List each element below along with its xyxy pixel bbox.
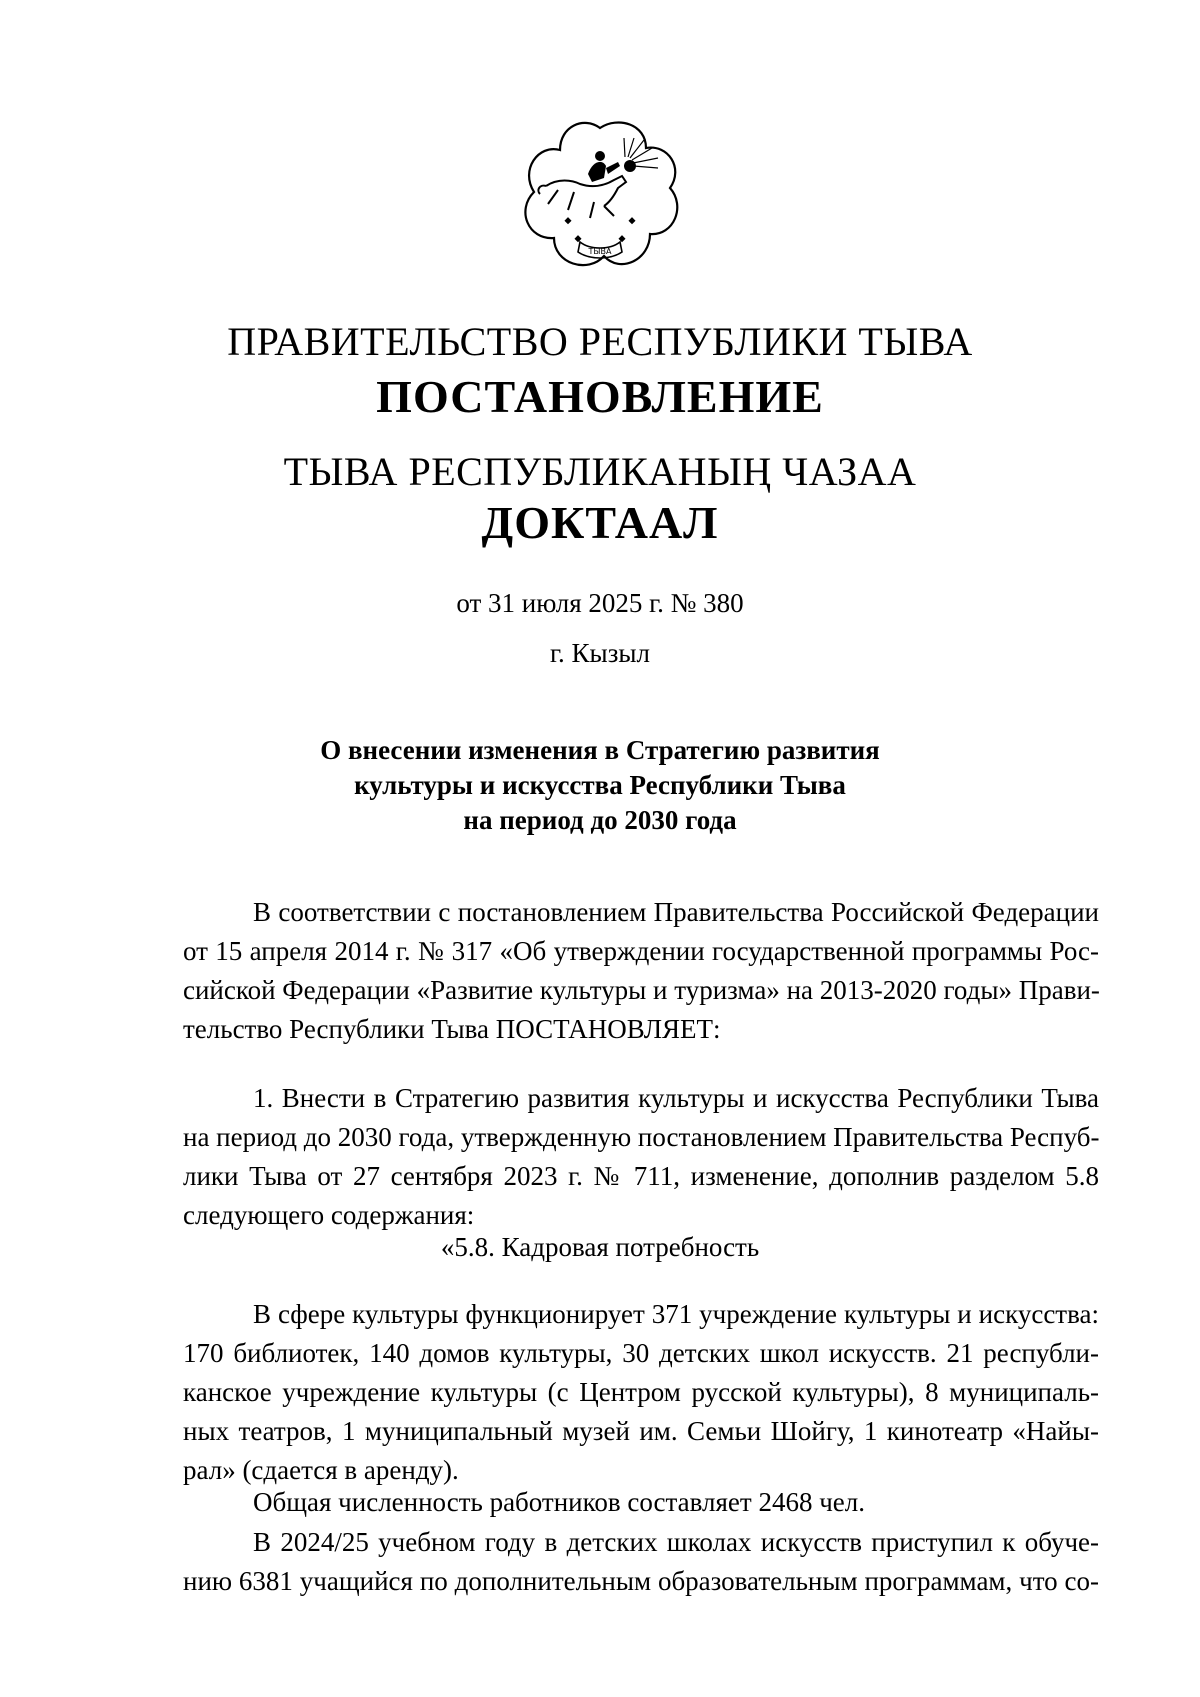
- decree-title-tyv: ДОКТААЛ: [481, 497, 719, 548]
- paragraph-line: следующего содержания:: [183, 1200, 475, 1230]
- paragraph-line: Общая численность работников составляет 2468 чел.: [253, 1487, 865, 1517]
- paragraph-line: тельство Республики Тыва ПОСТАНОВЛЯЕТ:: [183, 1014, 721, 1044]
- decree-city: г. Кызыл: [550, 638, 650, 668]
- paragraph-line: В соответствии с постановлением Правительства Российской Федерации: [253, 897, 1099, 927]
- tuva-emblem-icon: [518, 118, 682, 278]
- government-title-ru: ПРАВИТЕЛЬСТВО РЕСПУБЛИКИ ТЫВА: [227, 319, 973, 364]
- students-paragraph: [183, 1523, 1099, 1601]
- subject-line: О внесении изменения в Стратегию развития: [320, 735, 880, 765]
- workers-paragraph: [183, 1483, 1099, 1522]
- paragraph-line: канское учреждение культуры (с Центром русской культуры), 8 муниципаль-: [183, 1377, 1099, 1407]
- section-heading: «5.8. Кадровая потребность: [440, 1232, 760, 1262]
- paragraph-line: 1. Внести в Стратегию развития культуры и искусства Республики Тыва: [253, 1083, 1099, 1113]
- paragraph-line: от 15 апреля 2014 г. № 317 «Об утверждении государственной программы Рос-: [183, 936, 1099, 966]
- government-title-tyv: ТЫВА РЕСПУБЛИКАНЫҢ ЧАЗАА: [283, 449, 917, 494]
- paragraph-line: ных театров, 1 муниципальный музей им. Семьи Шойгу, 1 кинотеатр «Найы-: [183, 1416, 1099, 1446]
- decree-title-ru: ПОСТАНОВЛЕНИЕ: [376, 371, 824, 422]
- subject-line: культуры и искусства Республики Тыва: [354, 770, 846, 800]
- paragraph-line: В 2024/25 учебном году в детских школах искусств приступил к обуче-: [253, 1527, 1099, 1557]
- culture-sphere-paragraph: [183, 1295, 1099, 1490]
- item-1-paragraph: [183, 1079, 1099, 1235]
- paragraph-line: нию 6381 учащийся по дополнительным образовательным программам, что со-: [183, 1566, 1099, 1596]
- subject-line: на период до 2030 года: [463, 805, 737, 835]
- paragraph-line: В сфере культуры функционирует 371 учреждение культуры и искусства:: [253, 1299, 1099, 1329]
- decree-date-number: от 31 июля 2025 г. № 380: [456, 588, 744, 618]
- paragraph-line: на период до 2030 года, утвержденную постановлением Правительства Респуб-: [183, 1122, 1100, 1152]
- emblem-caption: ТЫВА: [588, 247, 612, 256]
- paragraph-line: сийской Федерации «Развитие культуры и туризма» на 2013-2020 годы» Прави-: [183, 975, 1100, 1005]
- preamble-paragraph: [183, 893, 1099, 1049]
- paragraph-line: лики Тыва от 27 сентября 2023 г. № 711, изменение, дополнив разделом 5.8: [183, 1161, 1099, 1191]
- decree-subject: [0, 733, 1200, 838]
- paragraph-line: 170 библиотек, 140 домов культуры, 30 детских школ искусств. 21 республи-: [183, 1338, 1099, 1368]
- paragraph-line: рал» (сдается в аренду).: [183, 1455, 459, 1485]
